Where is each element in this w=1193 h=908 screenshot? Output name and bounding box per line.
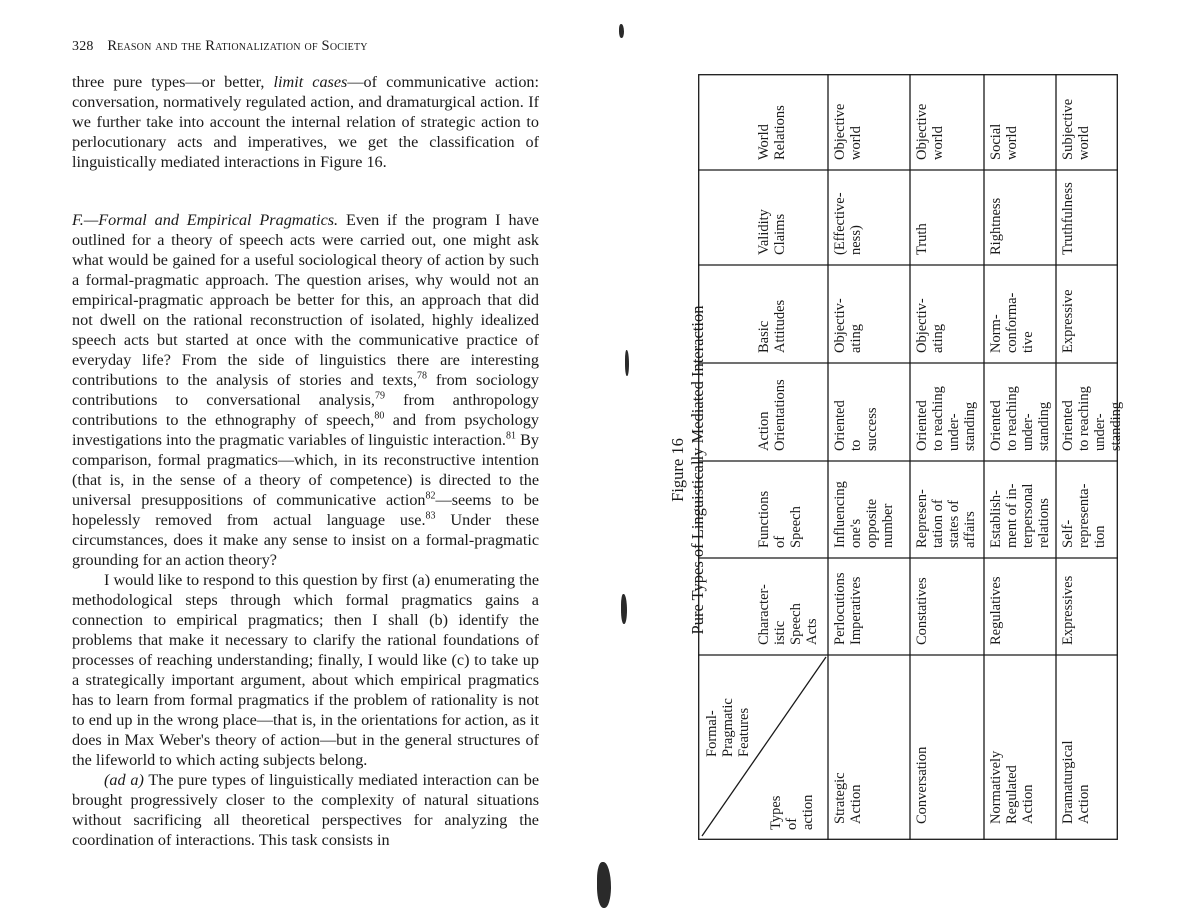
table-cell: Expressive	[1060, 289, 1076, 353]
scan-mark	[619, 24, 624, 38]
table-cell: Objectiveworld	[914, 103, 946, 160]
scan-mark	[597, 862, 611, 908]
corner-type-label: Typesofaction	[768, 794, 816, 830]
table-cell: Regulatives	[988, 576, 1004, 645]
page-number: 328	[72, 39, 94, 54]
paragraph-3: I would like to respond to this question by first (a) enumerating the methodological steps through which formal pragmatics gains a connection to empirical pragmatics; then I shall (b) identify the problems that make it necessary to clarify the rational foundations of processes of reaching understanding; finally, I would like (c) to take up a strategically important argument, about which empirical pragmatics has to learn from formal pragmatics if the problem of rationality is not to end up in the wrong place—that is, in the orientations for action, as it does in Max Weber's theory of action—but in the general structures of the lifeworld to which acting subjects belong.	[72, 571, 539, 769]
row-header: Conversation	[914, 746, 930, 824]
running-header	[72, 38, 368, 55]
row-header: DramaturgicalAction	[1060, 740, 1092, 824]
table-cell: Orientedto reachingunder-standing	[1060, 386, 1124, 451]
paragraph-1: three pure types—or better, limit cases—of communicative action: conversation, normatively regulated action, and dramaturgical action. If we further take into account the internal relation of strategic action to perlocutionary acts and imperatives, we get the classification of linguistically mediated interactions in Figure 16.	[72, 73, 540, 171]
figure-label: Figure 16	[668, 438, 687, 502]
table-cell: Truthfulness	[1060, 182, 1076, 255]
table-cell: Expressives	[1060, 575, 1076, 645]
table-cell: Objectiveworld	[832, 103, 864, 160]
table-cell: Objectiv-ating	[914, 298, 946, 353]
table-cell: Represen-tation ofstates ofaffairs	[914, 489, 978, 548]
column-header: ValidityClaims	[756, 209, 788, 255]
corner-feature-label: Formal-PragmaticFeatures	[704, 698, 752, 757]
table-border	[699, 75, 1118, 840]
table-cell: Rightness	[988, 197, 1004, 255]
running-title: Reason and the Rationalization of Society	[107, 38, 368, 54]
figure-title: Pure Types of Linguistically Mediated Interaction	[688, 305, 707, 635]
scan-mark	[621, 594, 627, 624]
column-header: ActionOrientations	[756, 379, 788, 451]
table-cell: Subjectiveworld	[1060, 98, 1092, 160]
row-header: StrategicAction	[832, 772, 864, 824]
table-cell: (Effective-ness)	[832, 192, 864, 255]
column-header: BasicAttitudes	[756, 299, 788, 353]
table-cell: Establish-ment of in-terpersonalrelations	[988, 483, 1052, 548]
table-cell: Constatives	[914, 577, 930, 645]
binding-gutter	[575, 0, 635, 908]
scan-mark	[625, 350, 629, 376]
table-cell: Orientedtosuccess	[832, 400, 880, 451]
table-cell: Truth	[914, 223, 930, 255]
table-cell: Influencingone'soppositenumber	[832, 481, 896, 548]
column-header: WorldRelations	[756, 105, 788, 160]
body-text	[72, 72, 539, 850]
table-cell: Orientedto reachingunder-standing	[988, 386, 1052, 451]
table-cell: Objectiv-ating	[832, 298, 864, 353]
column-header: FunctionsofSpeech	[756, 490, 804, 548]
paragraph-2: F.—Formal and Empirical Pragmatics. Even if the program I have outlined for a theory of speech acts were carried out, one might ask what would be gained for a useful sociological theory of action by such a formal-pragmatic approach. The question arises, why would not an empirical-pragmatic approach be better for this, an approach that did not dwell on the rational reconstruction of isolated, highly idealized speech acts but started at once with the communicative practice of everyday life? From the side of linguistics there are interesting contributions to the analysis of stories and texts,$^{78}$ from sociology contributions to conversational analysis,$^{79}$ from anthropology contributions to the ethnography of speech,$^{80}$ and from psychology investigations into the pragmatic variables of linguistic interaction.$^{81}$ By comparison, formal pragmatics—which, in its reconstructive intention (that is, in the sense of a theory of competence) is directed to the universal presuppositions of communicative action$^{82}$—seems to be hopelessly removed from actual language use.$^{83}$ Under these circumstances, does it make any sense to insist on a formal-pragmatic grounding for an action theory?	[72, 211, 540, 569]
paragraph-4: (ad a) The pure types of linguistically mediated interaction can be brought progressively closer to the complexity of natural situations without sacrificing all theoretical perspectives for analyzing the coordination of interactions. This task consists in	[72, 771, 540, 849]
section-heading: F.—Formal and Empirical Pragmatics.	[72, 211, 339, 229]
left-page	[0, 0, 590, 908]
row-header: NormativelyRegulatedAction	[988, 750, 1036, 824]
figure-16-table	[698, 74, 1124, 840]
table-cell: Norm-conforma-tive	[988, 292, 1036, 353]
table-cell: Self-representa-tion	[1060, 483, 1108, 548]
column-header: Character-isticSpeechActs	[756, 584, 820, 645]
table-cell: Socialworld	[988, 123, 1020, 160]
table-cell: PerlocutionsImperatives	[832, 572, 864, 645]
table-cell: Orientedto reachingunder-standing	[914, 386, 978, 451]
